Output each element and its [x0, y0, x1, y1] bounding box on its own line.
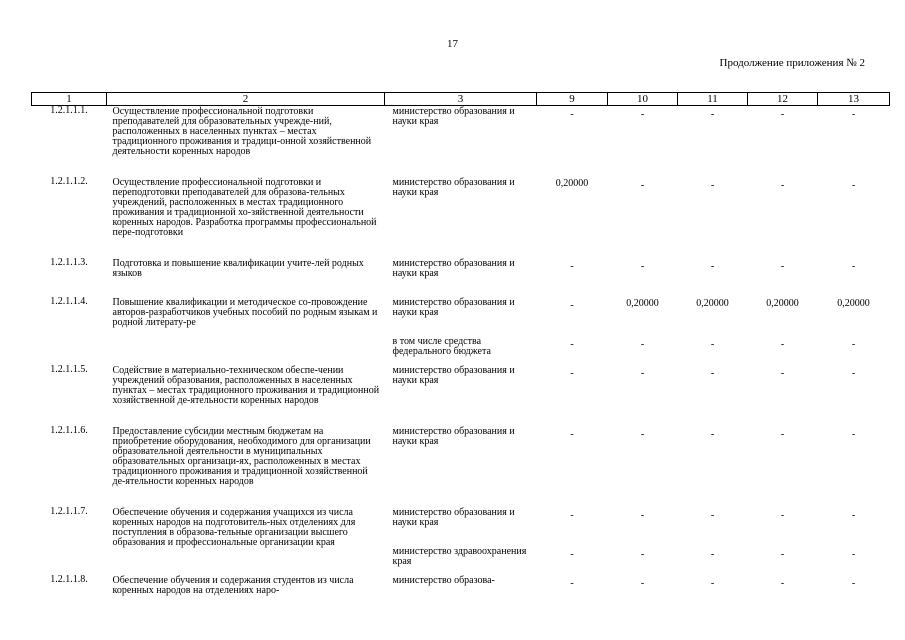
value-cell: - [710, 368, 715, 379]
value-cell: - [780, 261, 785, 272]
value-cell: 0,20000 [696, 298, 729, 309]
value-cell: - [710, 429, 715, 440]
row-executor: министерство образования и науки края [392, 177, 515, 198]
value-cell: 0,20000 [555, 178, 589, 189]
value-cell: - [570, 578, 574, 589]
value-cell: - [570, 549, 574, 560]
row-number: 1.2.1.1.3. [50, 257, 88, 268]
value-cell: - [780, 429, 785, 440]
value-cell: - [780, 549, 785, 560]
header-cell: 1 [32, 93, 107, 106]
row-description: Осуществление профессиональной подготовки преподавателей для образовательных учрежде-ний, расположенных в населенных пунктах – местах традиционного проживания и традици-онной хозяйственной деятельности коренных народов [112, 106, 372, 157]
value-cell: - [640, 368, 645, 379]
header-cell: 2 [107, 93, 385, 106]
value-cell: 0,20000 [837, 298, 870, 309]
value-cell: - [570, 429, 574, 440]
value-cell: - [710, 261, 715, 272]
row-number: 1.2.1.1.1. [50, 105, 88, 116]
value-cell: - [640, 109, 645, 120]
row-number: 1.2.1.1.4. [50, 296, 88, 307]
value-cell: - [570, 109, 574, 120]
value-cell: - [640, 339, 645, 350]
table-row [32, 507, 890, 546]
value-cell: - [570, 300, 574, 311]
table-row [32, 177, 890, 258]
appendix-table [31, 92, 890, 606]
table-row [32, 426, 890, 507]
value-cell: - [780, 339, 785, 350]
row-number: 1.2.1.1.5. [50, 364, 88, 375]
page-number: 17 [447, 38, 458, 50]
row-executor: министерство образова- [392, 575, 495, 586]
value-cell: - [851, 261, 856, 272]
value-cell: - [710, 180, 715, 191]
row-executor: министерство образования и науки края [392, 507, 515, 528]
value-cell: - [570, 339, 574, 350]
value-cell: - [640, 261, 645, 272]
value-cell: - [640, 549, 645, 560]
value-cell: 0,20000 [766, 298, 799, 309]
header-cell: 10 [608, 93, 678, 106]
row-executor: министерство образования и науки края [392, 426, 515, 447]
value-cell: - [780, 578, 785, 589]
header-cell: 12 [748, 93, 818, 106]
row-description: Повышение квалификации и методическое со-провождение авторов-разработчиков учебных пособий по родным языкам и родной литерату-ре [112, 297, 378, 328]
row-executor: министерство образования и науки края [392, 258, 515, 279]
row-description: Осуществление профессиональной подготовки и переподготовки преподавателей для образова-тельных учреждений, расположенных в местах традиционного проживания и традиционной хо-зяйственной деятельности коренных народов. Разработка программы профессиональной пере-подготовки [112, 177, 377, 238]
header-cell: 9 [537, 93, 608, 106]
value-cell: - [570, 261, 574, 272]
value-cell: - [780, 180, 785, 191]
row-executor: министерство образования и науки края [392, 106, 515, 127]
row-description: Обеспечение обучения и содержания студентов из числа коренных народов на отделениях наро- [112, 575, 354, 596]
value-cell: - [851, 109, 856, 120]
row-number: 1.2.1.1.2. [50, 176, 88, 187]
value-cell: - [570, 510, 574, 521]
value-cell: - [640, 180, 645, 191]
header-cell: 3 [385, 93, 537, 106]
row-description: Подготовка и повышение квалификации учите-лей родных языков [112, 258, 364, 279]
row-executor: в том числе средства федерального бюджета [392, 336, 491, 357]
table-row [32, 106, 890, 178]
row-number: 1.2.1.1.8. [50, 574, 88, 585]
table-row [32, 365, 890, 426]
value-cell: - [640, 578, 645, 589]
value-cell: - [710, 339, 715, 350]
value-cell: - [710, 549, 715, 560]
row-executor: министерство образования и науки края [392, 297, 515, 318]
value-cell: - [780, 510, 785, 521]
row-number: 1.2.1.1.7. [50, 506, 88, 517]
row-executor: министерство здравоохранения края [392, 546, 527, 567]
value-cell: - [851, 578, 856, 589]
value-cell: - [640, 429, 645, 440]
value-cell: - [780, 368, 785, 379]
row-number: 1.2.1.1.6. [50, 425, 88, 436]
table-body [32, 106, 890, 607]
value-cell: - [851, 549, 856, 560]
value-cell: - [710, 510, 715, 521]
row-description: Обеспечение обучения и содержания учащихся из числа коренных народов на подготовитель-ных отделениях для поступления в образова-тельные организации высшего образования и профессиональные организации края [112, 507, 356, 548]
value-cell: - [710, 578, 715, 589]
row-description: Предоставление субсидии местным бюджетам на приобретение оборудования, необходимого для организации образовательной деятельности в муниципальных образовательных организаци-ях, расположенных в местах традиционного проживания и традиционной хозяйственной де-ятельности коренных народов [112, 426, 371, 487]
row-executor: министерство образования и науки края [392, 365, 515, 386]
header-row [32, 93, 890, 106]
table-row [32, 258, 890, 297]
value-cell: - [780, 109, 785, 120]
table-row [32, 575, 890, 606]
header-cell: 11 [678, 93, 748, 106]
value-cell: - [851, 510, 856, 521]
table-row [32, 297, 890, 336]
header-cell: 13 [818, 93, 890, 106]
value-cell: - [851, 339, 856, 350]
value-cell: - [851, 180, 856, 191]
continuation-label: Продолжение приложения № 2 [719, 57, 865, 69]
value-cell: - [710, 109, 715, 120]
row-description: Содействие в материально-техническом обеспе-чении учреждений образования, расположенных в населенных пунктах – местах традиционного проживания и традиционной хозяйственной де-ятельности коренных народов [112, 365, 380, 406]
value-cell: 0,20000 [626, 298, 659, 309]
value-cell: - [851, 429, 856, 440]
value-cell: - [640, 510, 645, 521]
value-cell: - [851, 368, 856, 379]
value-cell: - [570, 368, 574, 379]
